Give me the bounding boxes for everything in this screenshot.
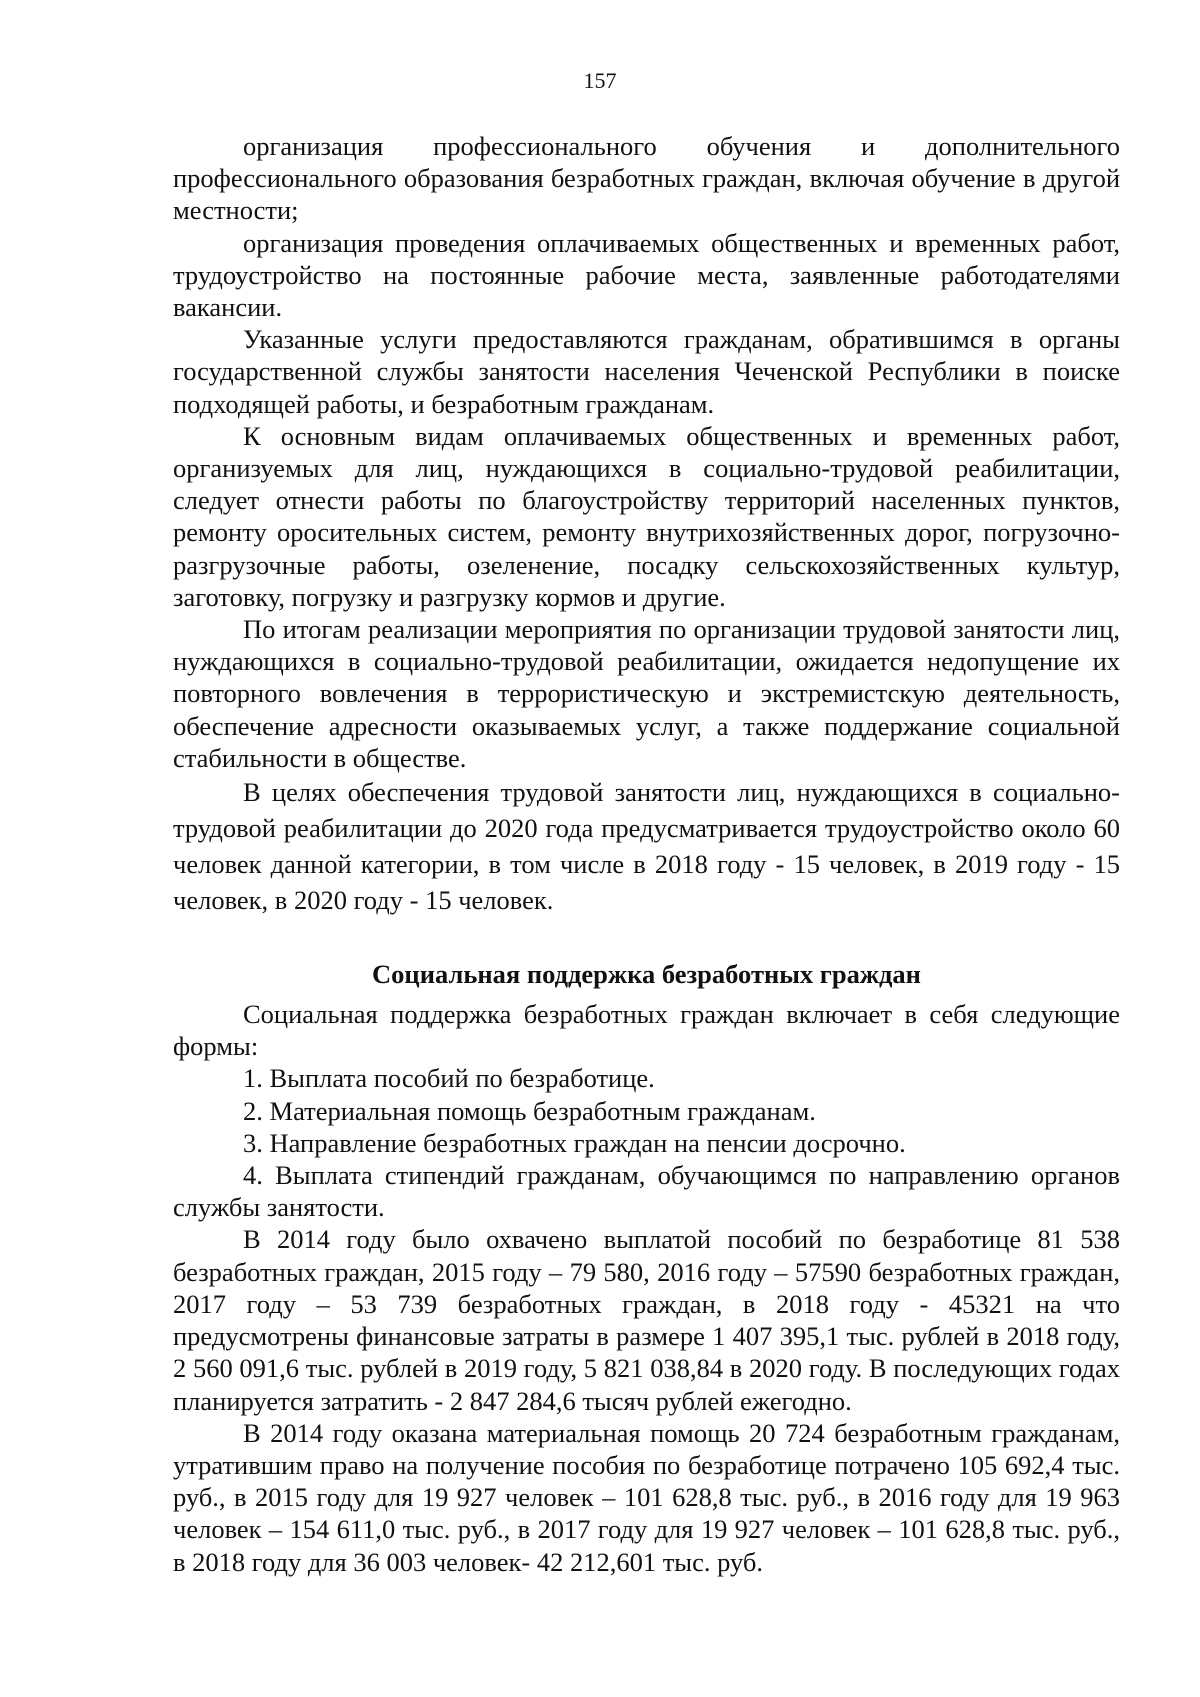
- section-heading: Социальная поддержка безработных граждан: [372, 959, 921, 990]
- list-item: 1. Выплата пособий по безработице.: [243, 1063, 655, 1094]
- paragraph: К основным видам оплачиваемых общественных и временных работ, организуемых для лиц, нуждающихся в социально-трудовой реабилитации, следует отнести работы по благоустройству территорий населенных пунктов, ремонту оросительных систем, ремонту внутрихозяйственных дорог, погрузочно-разгрузочные работы, озеленение, посадку сельскохозяйственных культур, заготовку, погрузку и разгрузку кормов и другие.: [173, 420, 1120, 612]
- paragraph: организация профессионального обучения и дополнительного профессионального образования безработных граждан, включая обучение в другой местности;: [173, 131, 1120, 226]
- list-item: 2. Материальная помощь безработным гражданам.: [243, 1095, 816, 1126]
- body-text: [173, 130, 1120, 1578]
- page-number: 157: [583, 68, 617, 93]
- paragraph: В целях обеспечения трудовой занятости лиц, нуждающихся в социально-трудовой реабилитации до 2020 года предусматривается трудоустройство около 60 человек данной категории, в том числе в 2018 году - 15 человек, в 2019 году - 15 человек, в 2020 году - 15 человек.: [173, 777, 1120, 916]
- paragraph: организация проведения оплачиваемых общественных и временных работ, трудоустройство на постоянные рабочие места, заявленные работодателями вакансии.: [173, 227, 1120, 323]
- paragraph: В 2014 году было охвачено выплатой пособий по безработице 81 538 безработных граждан, 2015 году – 79 580, 2016 году – 57590 безработных граждан, 2017 году – 53 739 безработных граждан, в 2018 году - 45321 на что предусмотрены финансовые затраты в размере 1 407 395,1 тыс. рублей в 2018 году, 2 560 091,6 тыс. рублей в 2019 году, 5 821 038,84 в 2020 году. В последующих годах планируется затратить - 2 847 284,6 тысяч рублей ежегодно.: [173, 1224, 1120, 1416]
- list-item: 3. Направление безработных граждан на пенсии досрочно.: [243, 1127, 906, 1158]
- paragraph: В 2014 году оказана материальная помощь 20 724 безработным гражданам, утратившим право на получение пособия по безработице потрачено 105 692,4 тыс. руб., в 2015 году для 19 927 человек – 101 628,8 тыс. руб., в 2016 году для 19 963 человек – 154 611,0 тыс. руб., в 2017 году для 19 927 человек – 101 628,8 тыс. руб., в 2018 году для 36 003 человек- 42 212,601 тыс. руб.: [173, 1417, 1120, 1577]
- list-item: 4. Выплата стипендий гражданам, обучающимся по направлению органов службы занятости.: [173, 1160, 1120, 1223]
- paragraph: Указанные услуги предоставляются гражданам, обратившимся в органы государственной службы занятости населения Чеченской Республики в поиске подходящей работы, и безработным гражданам.: [173, 324, 1120, 419]
- section-intro: Социальная поддержка безработных граждан включает в себя следующие формы:: [173, 999, 1120, 1062]
- paragraph: По итогам реализации мероприятия по организации трудовой занятости лиц, нуждающихся в социально-трудовой реабилитации, ожидается недопущение их повторного вовлечения в террористическую и экстремистскую деятельность, обеспечение адресности оказываемых услуг, а также поддержание социальной стабильности в обществе.: [173, 614, 1120, 773]
